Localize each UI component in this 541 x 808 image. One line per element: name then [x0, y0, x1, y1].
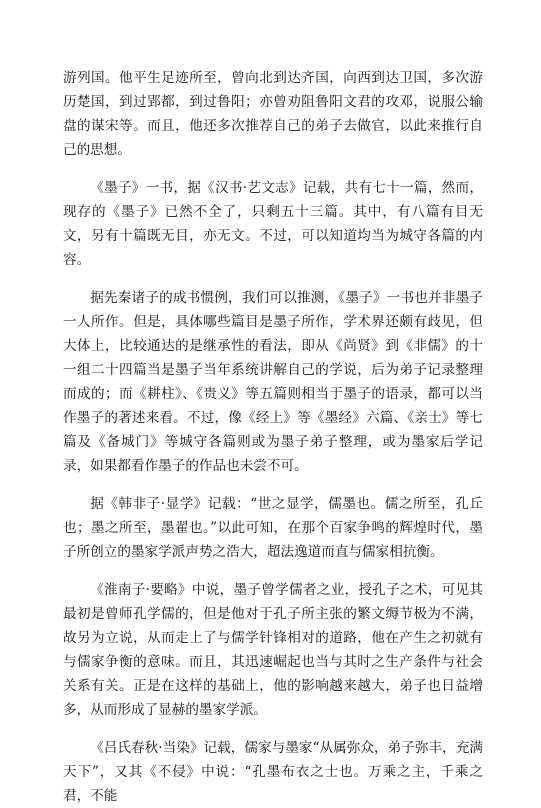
paragraph-authorship: 据先秦诸子的成书惯例，我们可以推测，《墨子》一书也并非墨子一人所作。但是，具体哪些篇目是墨子所作，学术界还颇有歧见，但大体上，比较通达的是继承性的看法，即从《尚贤》到《非儒》的十一组二十四篇当是墨子当年系统讲解自己的学说，后为弟子记录整理而成的；而《耕柱》、《贵义》等五篇则相当于墨子的语录，都可以当作墨子的著述来看。不过，像《经上》等《墨经》六篇、《亲士》等七篇及《备城门》等城守各篇则或为墨子弟子整理，或为墨家后学记录，如果都看作墨子的作品也未尝不可。: [63, 290, 483, 474]
paragraph-huainanzi: 《淮南子·要略》中说，墨子曾学儒者之业，授孔子之术，可见其最初是曾师孔学儒的，但是他对于孔子所主张的繁文缛节极为不满，故另为立说，从而走上了与儒学针锋相对的道路，他在产生之初就有与儒家争衡的意味。而且，其迅速崛起也当与其时之生产条件与社会关系有关。正是在这样的基础上，他的影响越来越大，弟子也日益增多，从而形成了显赫的墨家学派。: [63, 582, 483, 718]
paragraph-lushi-chunqiu: 《吕氏春秋·当染》记载，儒家与墨家“从属弥众，弟子弥丰，充满天下”，又其《不侵》中说：“孔墨布衣之士也。万乘之主，千乘之君，不能: [63, 740, 483, 804]
paragraph-hanfeizi: 据《韩非子·显学》记载：“世之显学，儒墨也。儒之所至，孔丘也；墨之所至，墨翟也。”以此可知，在那个百家争鸣的辉煌时代，墨子所创立的墨家学派声势之浩大，超法逸道而直与儒家相抗衡。: [63, 496, 483, 560]
paragraph-mozi-book: 《墨子》一书，据《汉书·艺文志》记载，共有七十一篇，然而，现存的《墨子》已然不全了，只剩五十三篇。其中，有八篇有目无文，另有十篇既无目，亦无文。不过，可以知道均当为城守各篇的内容。: [63, 180, 483, 268]
paragraph-continuation: 游列国。他平生足迹所至，曾向北到达齐国，向西到达卫国，多次游历楚国，到过郢都，到过鲁阳；亦曾劝阻鲁阳文君的攻邓，说服公输盘的谋宋等。而且，他还多次推荐自己的弟子去做官，以此来推行自己的思想。: [63, 70, 483, 158]
